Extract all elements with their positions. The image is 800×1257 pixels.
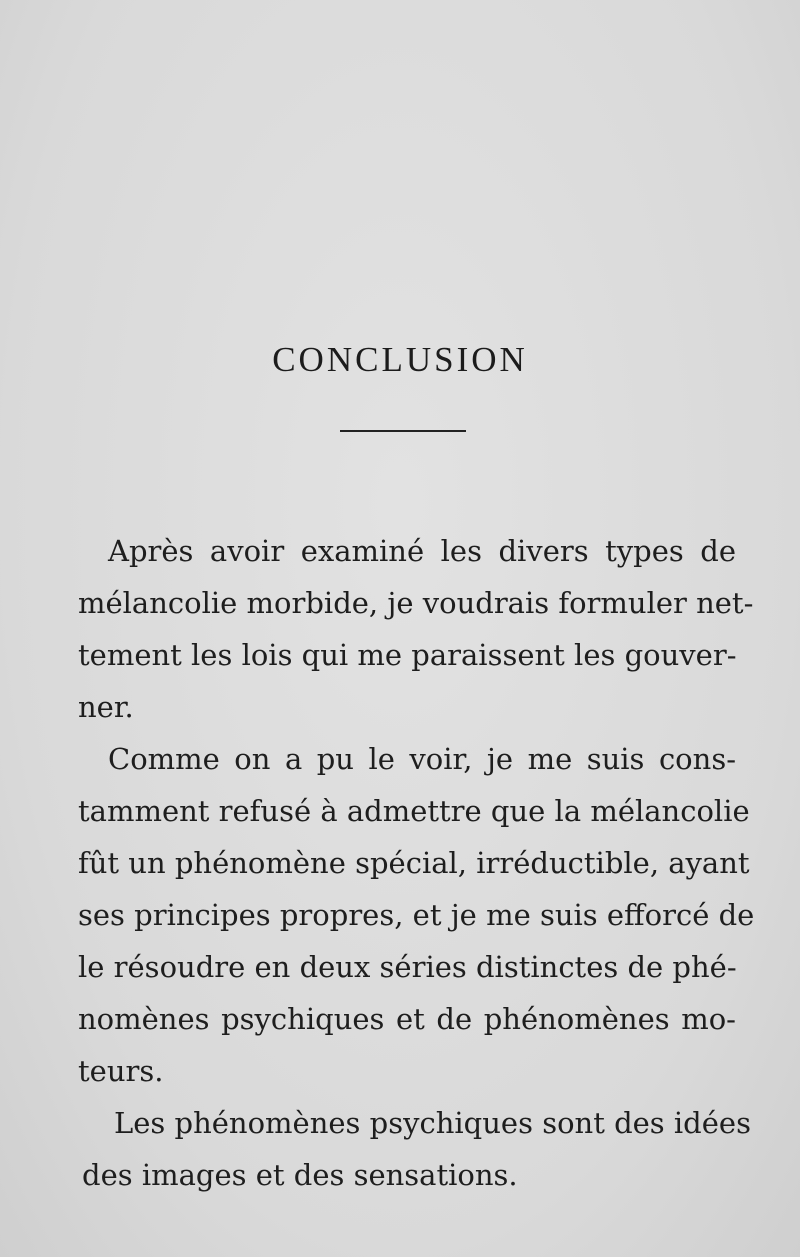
text-line: teurs. <box>78 1054 164 1088</box>
text-line: tamment refusé à admettre que la mélancolie <box>78 794 750 828</box>
text-line: le résoudre en deux séries distinctes de phé- <box>78 950 737 984</box>
chapter-heading: CONCLUSION <box>272 340 528 379</box>
text-line: ses principes propres, et je me suis efforcé de <box>78 898 755 932</box>
text-line: nomènes psychiques et de phénomènes mo- <box>78 1002 736 1036</box>
text-line: tement les lois qui me paraissent les gouver- <box>78 638 737 672</box>
text-line: mélancolie morbide, je voudrais formuler net- <box>78 586 754 620</box>
heading-rule <box>340 430 466 432</box>
text-line: ner. <box>78 690 134 724</box>
text-line: Les phénomènes psychiques sont des idées <box>114 1106 751 1140</box>
text-line: Après avoir examiné les divers types de <box>108 534 736 568</box>
text-line: des images et des sensations. <box>82 1158 518 1192</box>
body-text <box>78 525 755 1192</box>
text-line: fût un phénomène spécial, irréductible, ayant <box>78 846 750 880</box>
text-line: Comme on a pu le voir, je me suis cons- <box>108 742 736 776</box>
